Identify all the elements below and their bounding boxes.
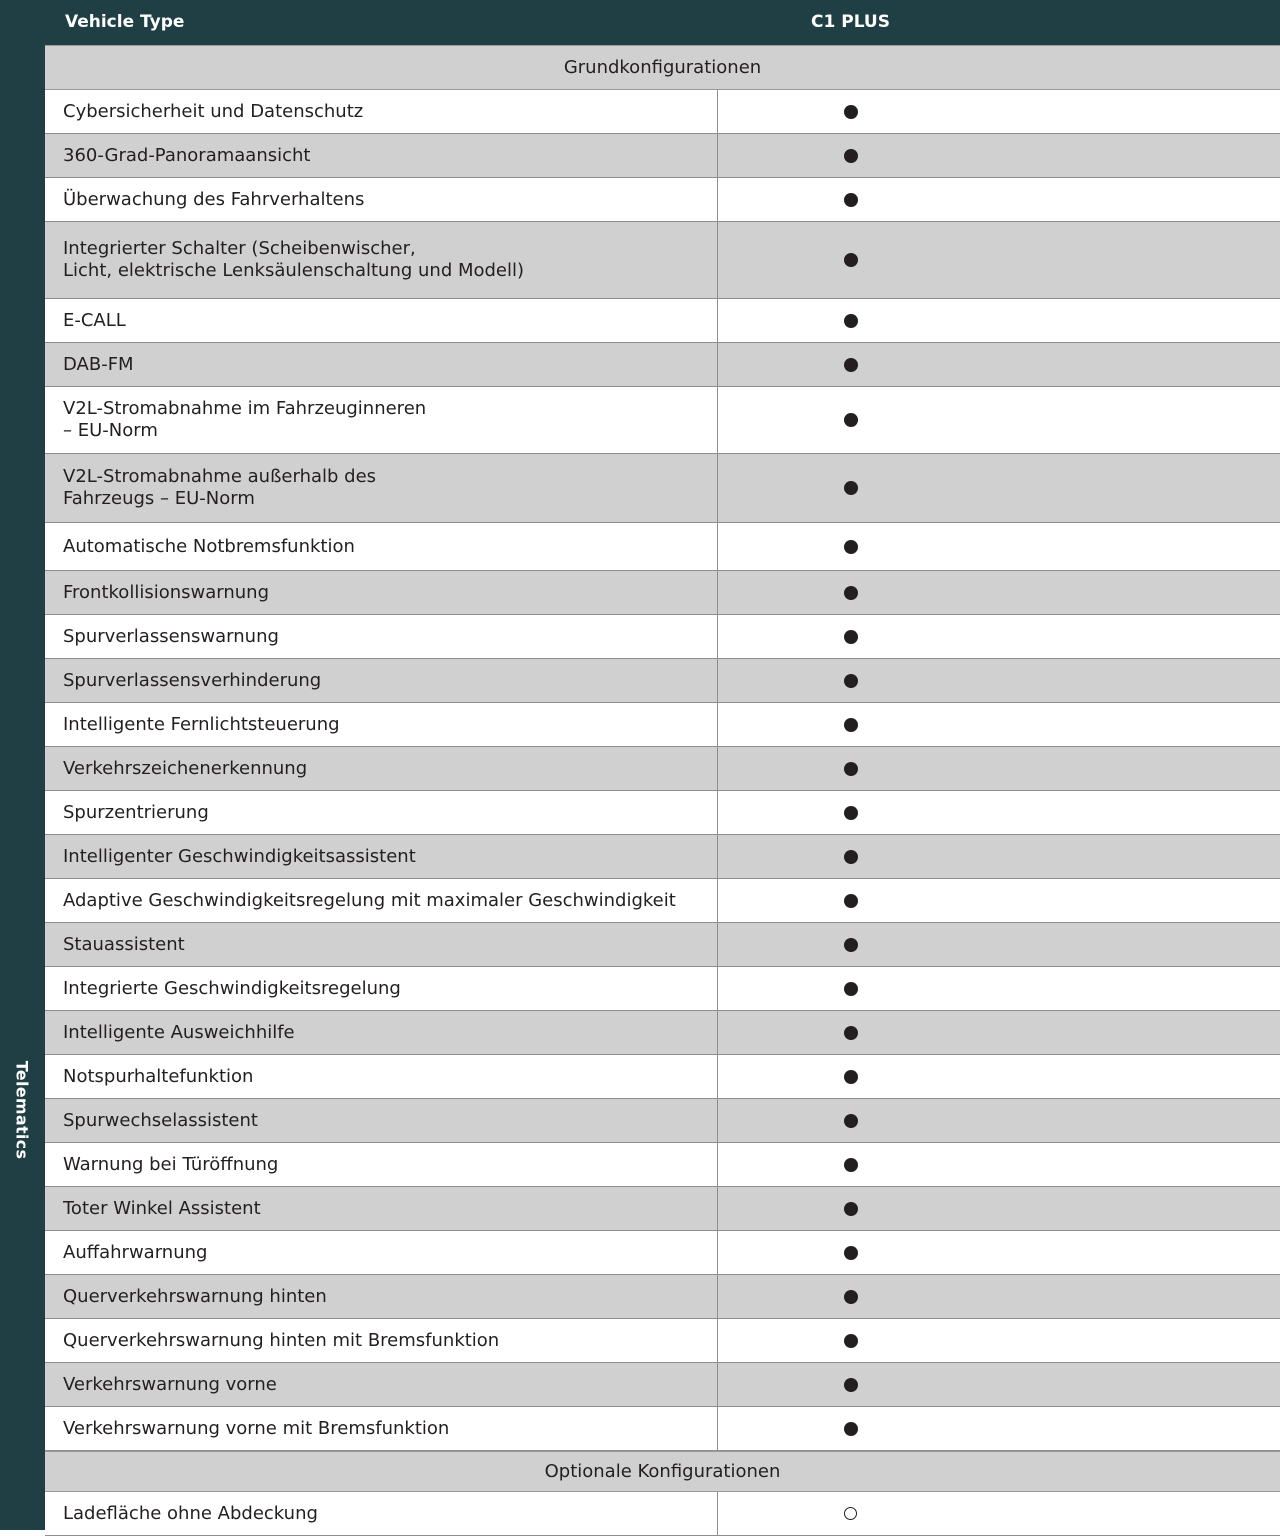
- table-row: [45, 1319, 1280, 1363]
- filled-dot-icon: [844, 1246, 858, 1260]
- filled-dot-icon: [844, 314, 858, 328]
- feature-label: Intelligenter Geschwindigkeitsassistent: [63, 845, 416, 867]
- filled-dot-icon: [844, 1070, 858, 1084]
- feature-availability: [717, 1231, 984, 1274]
- feature-availability: [717, 343, 984, 386]
- feature-label: Intelligente Fernlichtsteuerung: [63, 713, 340, 735]
- feature-label: Auffahrwarnung: [63, 1241, 208, 1263]
- hollow-circle-icon: [844, 1507, 857, 1520]
- filled-dot-icon: [844, 674, 858, 688]
- filled-dot-icon: [844, 149, 858, 163]
- feature-label: Warnung bei Türöffnung: [63, 1153, 279, 1175]
- table-row: [45, 387, 1280, 454]
- feature-label: Verkehrszeichenerkennung: [63, 757, 308, 779]
- filled-dot-icon: [844, 1114, 858, 1128]
- filled-dot-icon: [844, 1290, 858, 1304]
- feature-availability: [717, 1011, 984, 1054]
- feature-label: Stauassistent: [63, 933, 185, 955]
- feature-label: Notspurhaltefunktion: [63, 1065, 254, 1087]
- feature-label: E-CALL: [63, 309, 126, 331]
- table-row: [45, 343, 1280, 387]
- header-vehicle-type: Vehicle Type: [65, 12, 185, 32]
- feature-label: Automatische Notbremsfunktion: [63, 535, 355, 557]
- feature-availability: [717, 1143, 984, 1186]
- feature-availability: [717, 134, 984, 177]
- table-row: [45, 1492, 1280, 1536]
- table-row: [45, 299, 1280, 343]
- table-row: [45, 1231, 1280, 1275]
- filled-dot-icon: [844, 105, 858, 119]
- filled-dot-icon: [844, 806, 858, 820]
- filled-dot-icon: [844, 762, 858, 776]
- filled-dot-icon: [844, 1334, 858, 1348]
- feature-availability: [717, 615, 984, 658]
- filled-dot-icon: [844, 718, 858, 732]
- feature-label: Integrierte Geschwindigkeitsregelung: [63, 977, 401, 999]
- feature-availability: [717, 703, 984, 746]
- feature-availability: [717, 1492, 984, 1535]
- table-row: [45, 615, 1280, 659]
- table-row: [45, 523, 1280, 571]
- feature-label: Verkehrswarnung vorne mit Bremsfunktion: [63, 1417, 450, 1439]
- feature-label: Intelligente Ausweichhilfe: [63, 1021, 295, 1043]
- filled-dot-icon: [844, 1158, 858, 1172]
- feature-availability: [717, 791, 984, 834]
- feature-label: 360-Grad-Panoramaansicht: [63, 144, 311, 166]
- table-header: [45, 0, 1280, 45]
- table-row: [45, 90, 1280, 134]
- table-row: [45, 1187, 1280, 1231]
- filled-dot-icon: [844, 1026, 858, 1040]
- feature-availability: [717, 1407, 984, 1450]
- feature-label: Frontkollisionswarnung: [63, 581, 269, 603]
- filled-dot-icon: [844, 413, 858, 427]
- filled-dot-icon: [844, 586, 858, 600]
- table-row: [45, 923, 1280, 967]
- table-row: [45, 1143, 1280, 1187]
- feature-availability: [717, 222, 984, 298]
- table-row: [45, 1407, 1280, 1451]
- table-row: [45, 747, 1280, 791]
- table-row: [45, 134, 1280, 178]
- table-row: [45, 879, 1280, 923]
- feature-label: V2L-Stromabnahme außerhalb des Fahrzeugs – EU-Norm: [63, 466, 377, 509]
- sidebar: [0, 0, 45, 1530]
- feature-label: Überwachung des Fahrverhaltens: [63, 188, 365, 210]
- filled-dot-icon: [844, 481, 858, 495]
- filled-dot-icon: [844, 193, 858, 207]
- section-header: Optionale Konfigurationen: [45, 1451, 1280, 1492]
- table-row: [45, 1363, 1280, 1407]
- table-row: [45, 967, 1280, 1011]
- feature-availability: [717, 299, 984, 342]
- feature-availability: [717, 879, 984, 922]
- feature-label: Cybersicherheit und Datenschutz: [63, 100, 364, 122]
- feature-availability: [717, 1319, 984, 1362]
- table-row: [45, 791, 1280, 835]
- table-row: [45, 703, 1280, 747]
- feature-availability: [717, 835, 984, 878]
- filled-dot-icon: [844, 630, 858, 644]
- filled-dot-icon: [844, 1202, 858, 1216]
- feature-label: Toter Winkel Assistent: [63, 1197, 261, 1219]
- feature-availability: [717, 747, 984, 790]
- sidebar-label: Telematics: [12, 1060, 32, 1160]
- table-row: [45, 835, 1280, 879]
- feature-availability: [717, 1099, 984, 1142]
- filled-dot-icon: [844, 1422, 858, 1436]
- table-row: [45, 1055, 1280, 1099]
- feature-label: Querverkehrswarnung hinten: [63, 1285, 327, 1307]
- filled-dot-icon: [844, 540, 858, 554]
- table-row: [45, 178, 1280, 222]
- feature-availability: [717, 387, 984, 453]
- feature-label: Integrierter Schalter (Scheibenwischer, Licht, elektrische Lenksäulenschaltung und Modell): [63, 238, 525, 281]
- filled-dot-icon: [844, 982, 858, 996]
- feature-label: Spurverlassensverhinderung: [63, 669, 322, 691]
- feature-label: V2L-Stromabnahme im Fahrzeuginneren – EU-Norm: [63, 398, 427, 441]
- filled-dot-icon: [844, 850, 858, 864]
- feature-availability: [717, 1187, 984, 1230]
- section-header: Grundkonfigurationen: [45, 45, 1280, 90]
- feature-label: Ladefläche ohne Abdeckung: [63, 1502, 318, 1524]
- feature-availability: [717, 967, 984, 1010]
- table-row: [45, 659, 1280, 703]
- feature-label: Spurverlassenswarnung: [63, 625, 279, 647]
- feature-availability: [717, 90, 984, 133]
- feature-label: Adaptive Geschwindigkeitsregelung mit maximaler Geschwindigkeit: [63, 889, 676, 911]
- feature-label: DAB-FM: [63, 353, 134, 375]
- feature-label: Verkehrswarnung vorne: [63, 1373, 277, 1395]
- feature-availability: [717, 1055, 984, 1098]
- filled-dot-icon: [844, 894, 858, 908]
- table-row: [45, 454, 1280, 523]
- feature-availability: [717, 523, 984, 570]
- filled-dot-icon: [844, 253, 858, 267]
- table-row: [45, 222, 1280, 299]
- table-row: [45, 1011, 1280, 1055]
- feature-label: Spurwechselassistent: [63, 1109, 258, 1131]
- table-row: [45, 1099, 1280, 1143]
- header-model: C1 PLUS: [811, 12, 890, 32]
- table-row: [45, 571, 1280, 615]
- filled-dot-icon: [844, 358, 858, 372]
- feature-availability: [717, 659, 984, 702]
- feature-availability: [717, 1363, 984, 1406]
- feature-label: Querverkehrswarnung hinten mit Bremsfunktion: [63, 1329, 500, 1351]
- feature-availability: [717, 178, 984, 221]
- feature-availability: [717, 1275, 984, 1318]
- filled-dot-icon: [844, 938, 858, 952]
- feature-label: Spurzentrierung: [63, 801, 209, 823]
- feature-availability: [717, 571, 984, 614]
- feature-availability: [717, 923, 984, 966]
- filled-dot-icon: [844, 1378, 858, 1392]
- table-row: [45, 1275, 1280, 1319]
- feature-availability: [717, 454, 984, 522]
